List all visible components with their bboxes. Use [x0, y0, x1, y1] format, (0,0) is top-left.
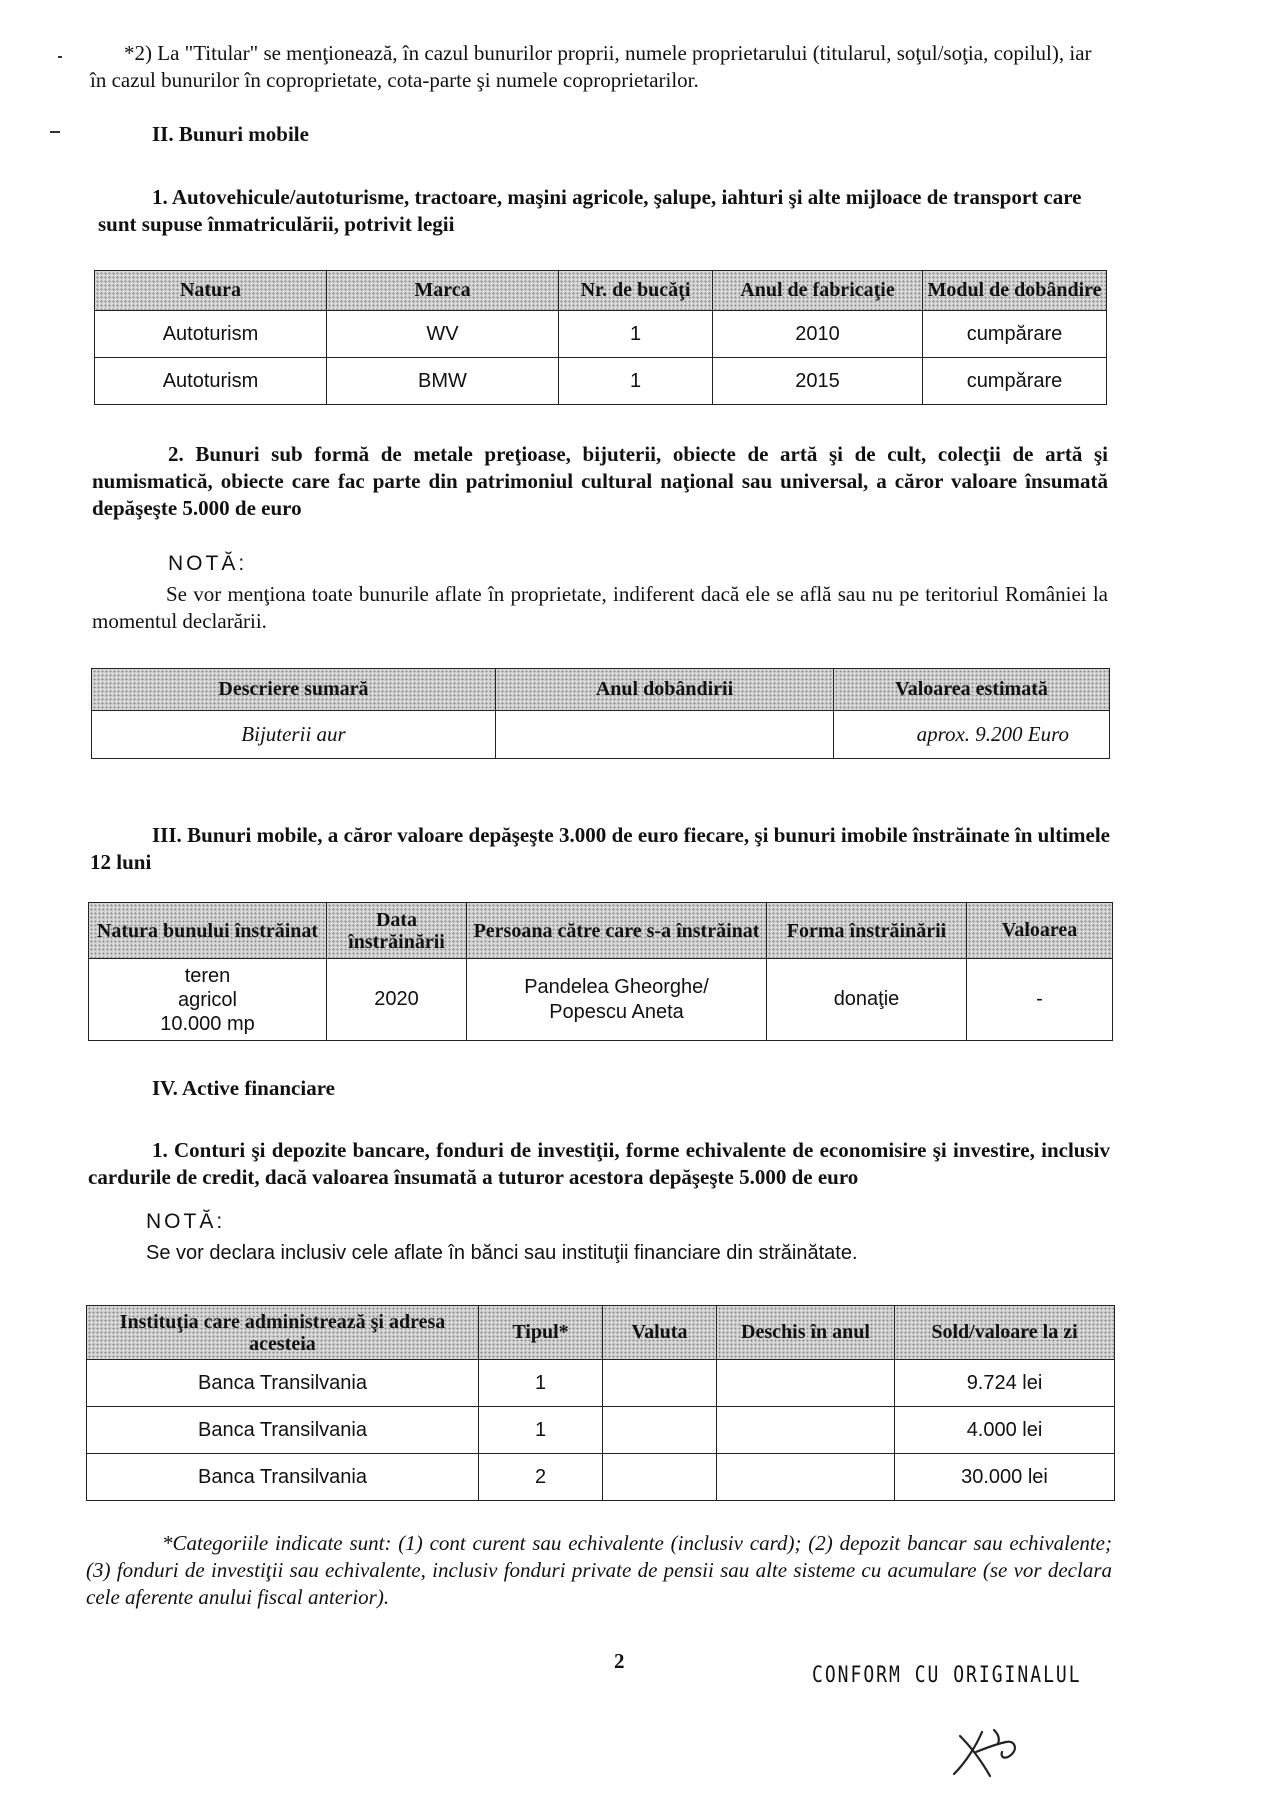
alienated-header-data: Data înstrăinării: [327, 903, 467, 959]
table-cell: Autoturism: [95, 358, 327, 405]
alienated-header-valoarea: Valoarea: [967, 903, 1113, 959]
table-cell: Bijuterii aur: [92, 711, 496, 759]
section-3-heading: III. Bunuri mobile, a căror valoare depăşeşte 3.000 de euro fiecare, şi bunuri imobile înstrăinate în ultimele 12 luni: [90, 823, 1110, 874]
table-row: [87, 1407, 1115, 1454]
table-cell: WV: [327, 311, 559, 358]
table-cell: 30.000 lei: [895, 1454, 1115, 1501]
scan-speck: [50, 131, 60, 133]
table-row: [95, 358, 1107, 405]
table-cell: -: [967, 959, 1113, 1041]
section-4-heading: IV. Active financiare: [152, 1076, 335, 1100]
alienated-header-persoana: Persoana către care s-a înstrăinat: [467, 903, 767, 959]
table-cell: [603, 1407, 717, 1454]
table-cell: Autoturism: [95, 311, 327, 358]
table-cell: Banca Transilvania: [87, 1407, 479, 1454]
section-2-heading: II. Bunuri mobile: [152, 122, 309, 146]
table-cell: cumpărare: [923, 358, 1107, 405]
table-cell-persoana: [467, 959, 767, 1041]
table-cell: 1: [479, 1407, 603, 1454]
section-2-sub2-heading: 2. Bunuri sub formă de metale preţioase, bijuterii, obiecte de artă şi de cult, colecţii de artă şi numismatică, obiecte care fac parte din patrimoniul cultural naţional sau universal, a căror valoare însumată depăşeşte 5.000 de euro: [92, 442, 1108, 520]
table-cell: [496, 711, 834, 759]
table-cell: cumpărare: [923, 311, 1107, 358]
section-2-sub1-heading: 1. Autovehicule/autoturisme, tractoare, maşini agricole, şalupe, iahturi şi alte mijloace de transport care sunt supuse înmatriculării, potrivit legii: [98, 185, 1082, 236]
vehicles-header-marca: Marca: [327, 271, 559, 311]
accounts-table: [86, 1305, 1115, 1501]
table-cell: 2: [479, 1454, 603, 1501]
table-cell: 1: [479, 1360, 603, 1407]
person-line: Popescu Aneta: [549, 1000, 684, 1023]
scan-speck: [58, 56, 62, 58]
table-cell: [717, 1360, 895, 1407]
accounts-header-sold: Sold/valoare la zi: [895, 1306, 1115, 1360]
table-row: [87, 1454, 1115, 1501]
table-row: [95, 311, 1107, 358]
vehicles-header-anul-fabricatie: Anul de fabricaţie: [713, 271, 923, 311]
table-cell: [603, 1454, 717, 1501]
nota-label: NOTĂ:: [168, 552, 248, 575]
categories-footnote: *Categoriile indicate sunt: (1) cont curent sau echivalente (inclusiv card); (2) depozit bancar sau echivalente; (3) fonduri de investiţii sau echivalente, inclusiv fonduri private de pensii sau alte sisteme cu acumulare (se vor declara cele aferente anului fiscal anterior).: [86, 1531, 1112, 1609]
nature-line: 10.000 mp: [160, 1012, 255, 1035]
page-number: 2: [614, 1649, 625, 1673]
table-cell: Banca Transilvania: [87, 1454, 479, 1501]
alienated-header-forma: Forma înstrăinării: [767, 903, 967, 959]
valuables-header-anul: Anul dobândirii: [496, 669, 834, 711]
table-row: [89, 959, 1113, 1041]
vehicles-header-natura: Natura: [95, 271, 327, 311]
accounts-header-institutia: Instituţia care administrează şi adresa acesteia: [87, 1306, 479, 1360]
table-cell: 1: [559, 311, 713, 358]
footnote-titular: *2) La "Titular" se menţionează, în cazul bunurilor proprii, numele proprietarului (titularul, soţul/soţia, copilul), iar în cazul bunurilor în coproprietate, cota-parte şi numele coproprietarilor.: [90, 41, 1092, 92]
vehicles-header-nr-bucati: Nr. de bucăţi: [559, 271, 713, 311]
nature-line: teren: [184, 964, 231, 987]
table-cell-natura: [89, 959, 327, 1041]
signature-icon: [946, 1722, 1026, 1784]
table-row: [87, 1360, 1115, 1407]
conform-cu-originalul-stamp: CONFORM CU ORIGINALUL: [812, 1662, 1082, 1689]
nature-line: agricol: [178, 988, 237, 1011]
table-cell: BMW: [327, 358, 559, 405]
table-row: [92, 711, 1110, 759]
nota-label: NOTĂ:: [146, 1210, 226, 1233]
accounts-header-valuta: Valuta: [603, 1306, 717, 1360]
nota-text: Se vor menţiona toate bunurile aflate în proprietate, indiferent dacă ele se află sau nu pe teritoriul României la momentul declarării.: [92, 582, 1108, 633]
person-line: Pandelea Gheorghe/: [524, 975, 709, 998]
accounts-header-deschis: Deschis în anul: [717, 1306, 895, 1360]
table-cell: 9.724 lei: [895, 1360, 1115, 1407]
table-cell: aprox. 9.200 Euro: [834, 711, 1110, 759]
valuables-header-descriere: Descriere sumară: [92, 669, 496, 711]
section-4-sub1-heading: 1. Conturi şi depozite bancare, fonduri de investiţii, forme echivalente de economisire şi investire, inclusiv cardurile de credit, dacă valoarea însumată a tuturor acestora depăşeşte 5.000 de euro: [88, 1138, 1110, 1189]
valuables-header-valoarea: Valoarea estimată: [834, 669, 1110, 711]
table-cell: 4.000 lei: [895, 1407, 1115, 1454]
accounts-header-tipul: Tipul*: [479, 1306, 603, 1360]
table-cell: [717, 1454, 895, 1501]
table-cell: 1: [559, 358, 713, 405]
table-cell: 2010: [713, 311, 923, 358]
table-cell: 2015: [713, 358, 923, 405]
alienated-header-natura: Natura bunului înstrăinat: [89, 903, 327, 959]
table-cell: donaţie: [767, 959, 967, 1041]
vehicles-table: [94, 270, 1107, 405]
alienated-goods-table: [88, 902, 1113, 1041]
valuables-table: [91, 668, 1110, 759]
vehicles-header-modul-dobandire: Modul de dobândire: [923, 271, 1107, 311]
table-cell: [603, 1360, 717, 1407]
table-cell: Banca Transilvania: [87, 1360, 479, 1407]
table-cell: 2020: [327, 959, 467, 1041]
nota-text: Se vor declara inclusiv cele aflate în bănci sau instituţii financiare din străinătate.: [146, 1242, 858, 1264]
table-cell: [717, 1407, 895, 1454]
